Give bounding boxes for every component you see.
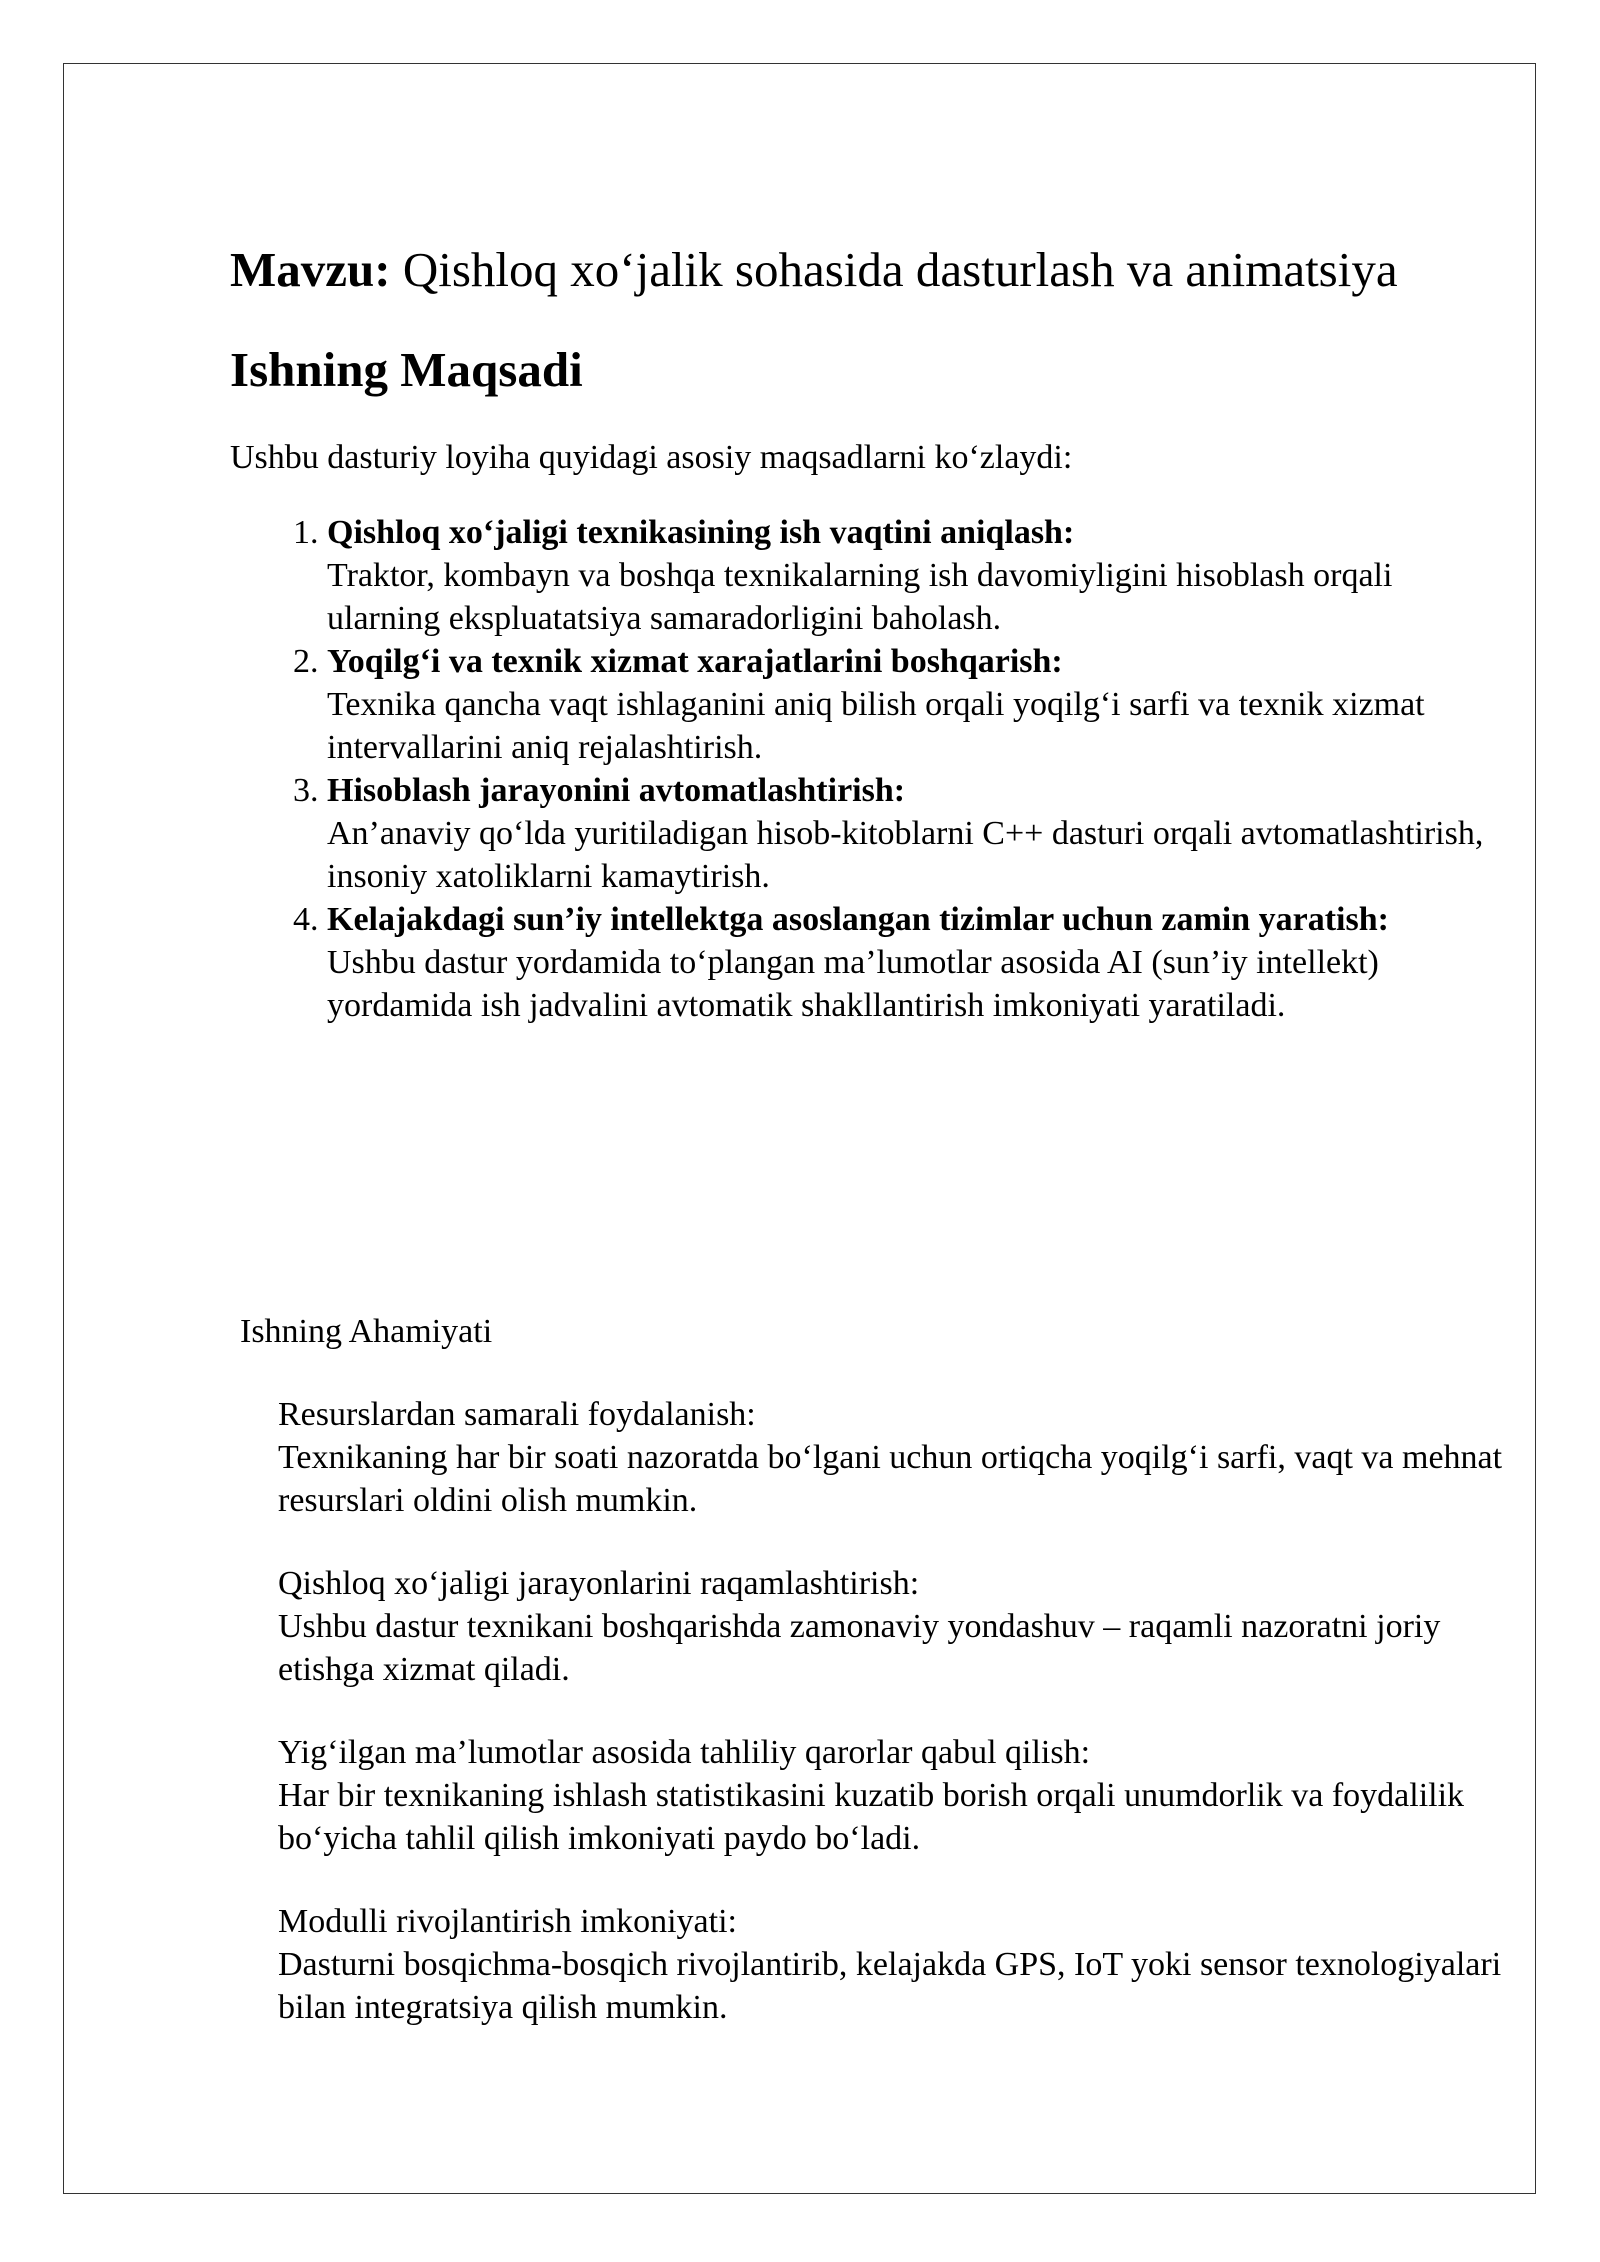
intro-paragraph: Ushbu dasturiy loyiha quyidagi asosiy maqsadlarni ko‘zlaydi: — [230, 439, 1073, 476]
ahamiyati-item — [278, 1562, 1518, 1691]
goal-item — [327, 640, 1500, 769]
goal-description: Texnika qancha vaqt ishlaganini aniq bilish orqali yoqilg‘i sarfi va texnik xizmat intervallarini aniq rejalashtirish. — [327, 686, 1425, 766]
ahamiyati-list — [278, 1393, 1518, 2069]
goal-description: An’anaviy qo‘lda yuritiladigan hisob-kitoblarni C++ dasturi orqali avtomatlashtirish, insoniy xatoliklarni kamaytirish. — [327, 815, 1484, 895]
goal-title: 4. Kelajakdagi sun’iy intellektga asoslangan tizimlar uchun zamin yaratish: — [327, 901, 1389, 938]
ahamiyati-item-description: Texnikaning har bir soati nazoratda bo‘lgani uchun ortiqcha yoqilg‘i sarfi, vaqt va mehnat resurslari oldini olish mumkin. — [278, 1439, 1503, 1519]
ahamiyati-item-title: Resurslardan samarali foydalanish: — [278, 1396, 756, 1433]
topic-line — [230, 240, 1500, 300]
topic-text: Qishloq xo‘jalik sohasida dasturlash va animatsiya — [390, 242, 1398, 297]
ahamiyati-item-description: Dasturni bosqichma-bosqich rivojlantirib, kelajakda GPS, IoT yoki sensor texnologiyalari bilan integratsiya qilish mumkin. — [278, 1946, 1502, 2026]
ahamiyati-item-description: Ushbu dastur texnikani boshqarishda zamonaviy yondashuv – raqamli nazoratni joriy etishga xizmat qiladi. — [278, 1608, 1441, 1688]
ahamiyati-item-title: Yig‘ilgan ma’lumotlar asosida tahliliy qarorlar qabul qilish: — [278, 1734, 1091, 1771]
goal-title: 3. Hisoblash jarayonini avtomatlashtirish: — [327, 772, 906, 809]
goal-title: 1. Qishloq xo‘jaligi texnikasining ish vaqtini aniqlash: — [327, 514, 1075, 551]
section-heading-maqsadi: Ishning Maqsadi — [230, 342, 583, 397]
goal-item — [327, 769, 1500, 898]
topic-label: Mavzu: — [230, 242, 391, 297]
ahamiyati-item-title: Modulli rivojlantirish imkoniyati: — [278, 1903, 737, 1940]
ahamiyati-item — [278, 1393, 1518, 1522]
document-body — [230, 240, 1500, 1027]
ahamiyati-item — [278, 1731, 1518, 1860]
goal-title: 2. Yoqilg‘i va texnik xizmat xarajatlarini boshqarish: — [327, 643, 1063, 680]
goal-item — [327, 511, 1500, 640]
goal-description: Traktor, kombayn va boshqa texnikalarning ish davomiyligini hisoblash orqali ularning ekspluatatsiya samaradorligini baholash. — [327, 557, 1393, 637]
goals-list — [230, 511, 1500, 1027]
goal-description: Ushbu dastur yordamida to‘plangan ma’lumotlar asosida AI (sun’iy intellekt) yordamida ish jadvalini avtomatik shakllantirish imkoniyati yaratiladi. — [327, 944, 1379, 1024]
ahamiyati-item-description: Har bir texnikaning ishlash statistikasini kuzatib borish orqali unumdorlik va foydalilik bo‘yicha tahlil qilish imkoniyati paydo bo‘ladi. — [278, 1777, 1465, 1857]
ahamiyati-item — [278, 1900, 1518, 2029]
goal-item — [327, 898, 1500, 1027]
section-heading-ahamiyati: Ishning Ahamiyati — [240, 1313, 493, 1350]
ahamiyati-item-title: Qishloq xo‘jaligi jarayonlarini raqamlashtirish: — [278, 1565, 920, 1602]
